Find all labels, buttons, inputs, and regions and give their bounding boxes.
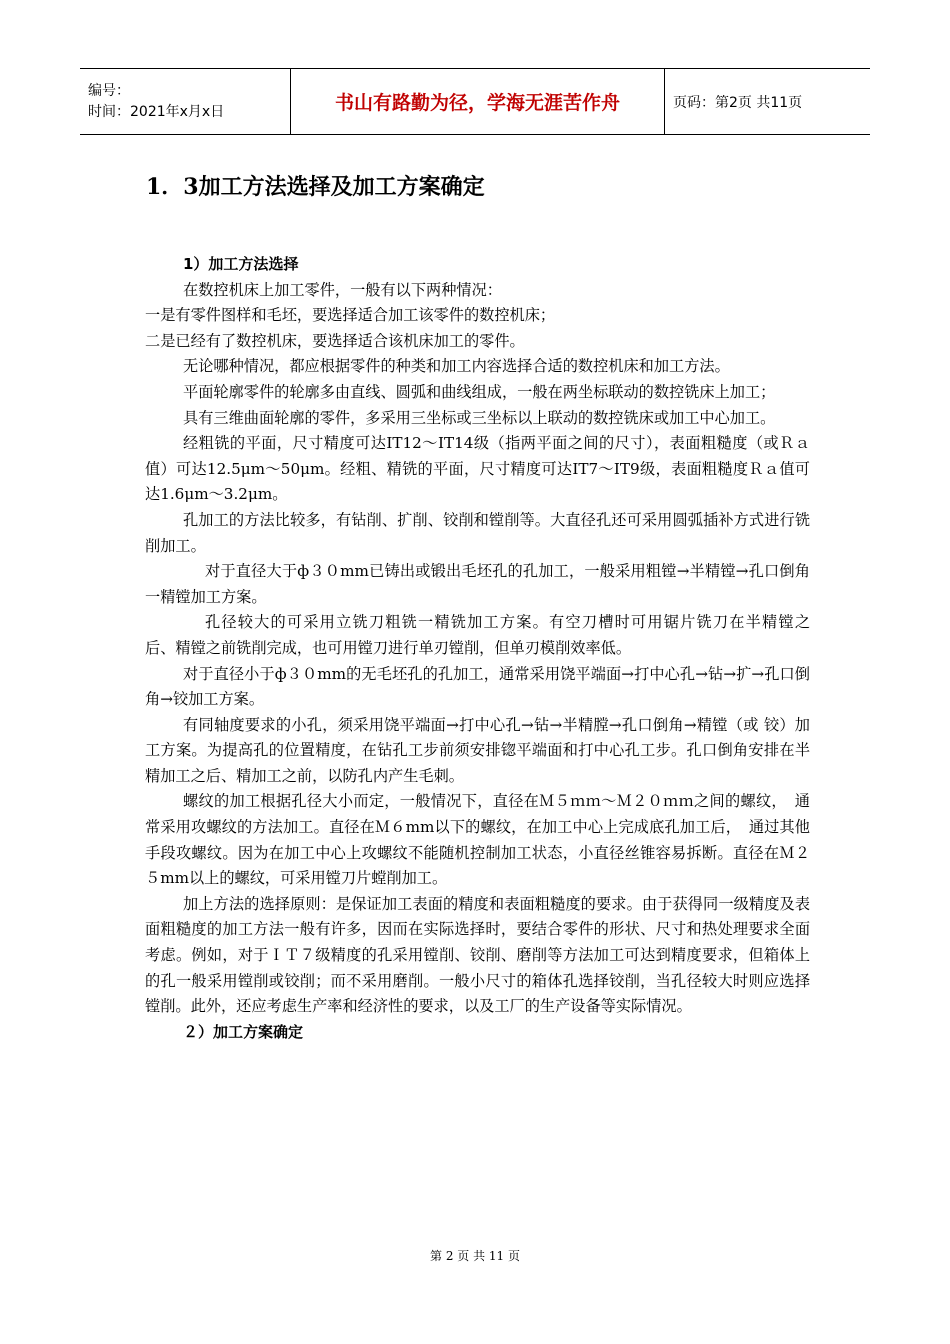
page-header xyxy=(80,68,870,135)
paragraph: 在数控机床上加工零件，一般有以下两种情况： xyxy=(183,280,502,299)
paragraph: 螺纹的加工根据孔径大小而定，一般情况下，直径在Ｍ５ｍｍ～Ｍ２０ｍｍ之间的螺纹， 通常采用攻螺纹的方法加工。直径在Ｍ６mm以下的螺纹，在加工中心上完成底孔加工后， 通过其他手段攻螺纹。因为在加工中心上攻螺纹不能随机控制加工状态，小直径丝锥容易拆断。直径在Ｍ２５mm以上的螺纹，可采用镗刀片螳削加工。 xyxy=(145,792,810,888)
body-text xyxy=(145,252,826,1045)
paragraph: 具有三维曲面轮廓的零件，多采用三坐标或三坐标以上联动的数控铣床或加工中心加工。 xyxy=(183,408,776,427)
doc-number-label: 编号： xyxy=(88,82,130,99)
paragraph: 孔加工的方法比较多，有钻削、扩削、铰削和镗削等。大直径孔还可采用圆弧插补方式进行铣削加工。 xyxy=(145,510,810,555)
header-meta xyxy=(80,69,291,135)
paragraph: 孔径较大的可采用立铣刀粗铣一精铣加工方案。有空刀槽时可用锯片铣刀在半精镗之 后、精镗之前铣削完成，也可用镗刀进行单刃镗削，但单刃模削效率低。 xyxy=(145,613,826,657)
paragraph: 二是已经有了数控机床，要选择适合该机床加工的零件。 xyxy=(145,331,525,350)
paragraph: 经粗铣的平面，尺寸精度可达IT12～IT14级（指两平面之间的尺寸），表面粗糙度（或Ｒａ值）可达12.5μm～50μm。经粗、精铣的平面，尺寸精度可达IT7～IT9级，表面粗糙度Ｒａ值可达1.6μm～3.2μm。 xyxy=(145,434,810,504)
subheading-plan: ２）加工方案确定 xyxy=(183,1022,304,1041)
paragraph: 一是有零件图样和毛坯，要选择适合加工该零件的数控机床； xyxy=(145,306,556,325)
subheading-methods: 1）加工方法选择 xyxy=(183,255,299,273)
paragraph: 平面轮廓零件的轮廓多由直线、圆弧和曲线组成，一般在两坐标联动的数控铣床上加工； xyxy=(183,382,776,401)
paragraph: 对于直径小于ф３０mm的无毛坯孔的孔加工，通常采用饶平端面→打中心孔→钻→扩→孔口倒角→铰加工方案。 xyxy=(145,664,810,709)
paragraph: 无论哪种情况，都应根据零件的种类和加工内容选择合适的数控机床和加工方法。 xyxy=(183,357,730,376)
paragraph: 对于直径大于ф３０mm已铸出或锻出毛坯孔的孔加工，一般采用粗镗→半精镗→孔口倒角一精镗加工方案。 xyxy=(145,562,810,606)
paragraph: 有同轴度要求的小孔，须采用饶平端面→打中心孔→钻→半精膛→孔口倒角→精镗（或 铰）加工方案。为提高孔的位置精度，在钻孔工步前须安排锪平端面和打中心孔工步。孔口倒角安排在半精加工之后、精加工之前，以防孔内产生毛刺。 xyxy=(145,715,810,785)
section-title: 1．3加工方法选择及加工方案确定 xyxy=(146,174,485,200)
header-motto: 书山有路勤为径，学海无涯苦作舟 xyxy=(291,69,665,135)
header-page-info: 页码：第2页 共11页 xyxy=(665,69,871,135)
doc-time-label: 时间：2021年x月x日 xyxy=(88,103,225,120)
paragraph: 加上方法的选择原则：是保证加工表面的精度和表面粗糙度的要求。由于获得同一级精度及表面粗糙度的加工方法一般有许多，因而在实际选择时，要结合零件的形状、尺寸和热处理要求全面考虑。例如，对于ＩＴ７级精度的孔采用镗削、铰削、磨削等方法加工可达到精度要求，但箱体上的孔一般采用镗削或铰削；而不采用磨削。一般小尺寸的箱体孔选择铰削，当孔径较大时则应选择镗削。此外，还应考虑生产率和经济性的要求，以及工厂的生产设备等实际情况。 xyxy=(145,894,810,1016)
page-footer: 第 2 页 共 11 页 xyxy=(430,1249,520,1263)
